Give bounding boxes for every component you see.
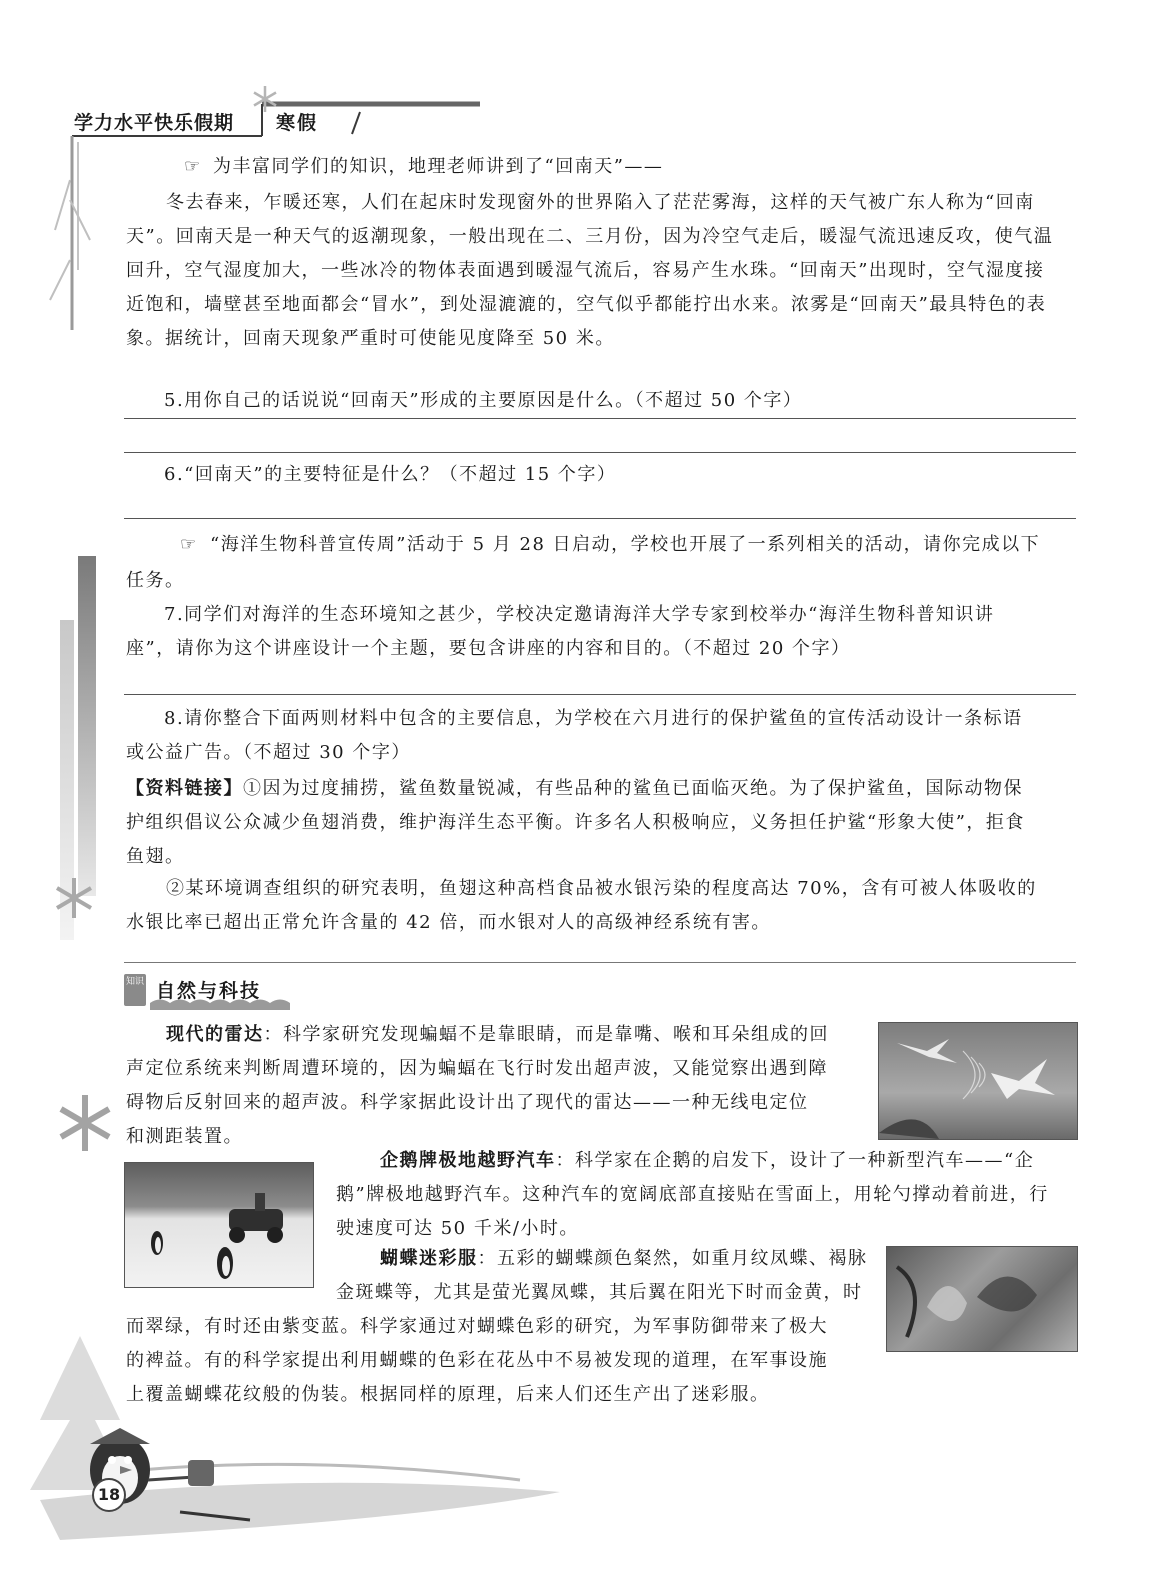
question-6: 6.“回南天”的主要特征是什么？（不超过 15 个字）	[164, 464, 617, 485]
material-2: ②某环境调查组织的研究表明，鱼翅这种高档食品被水银污染的程度高达 70%，含有可被人体吸收的	[166, 878, 1037, 899]
passage-line: 冬去春来，乍暖还寒，人们在起床时发现窗外的世界陷入了茫茫雾海，这样的天气被广东人称为“回南	[166, 192, 1035, 213]
material-2: 水银比率已超出正常允许含量的 42 倍，而水银对人的高级神经系统有害。	[126, 912, 771, 933]
penguin-cartoon	[60, 1420, 260, 1530]
radar-paragraph: 声定位系统来判断周遭环境的，因为蝙蝠在飞行时发出超声波，又能觉察出遇到障	[126, 1058, 828, 1079]
camouflage-paragraph: 而翠绿，有时还由紫变蓝。科学家通过对蝴蝶色彩的研究，为军事防御带来了极大	[126, 1316, 828, 1337]
snowflake-icon	[52, 876, 96, 920]
radar-paragraph: 和测距装置。	[126, 1126, 243, 1147]
camouflage-paragraph: 上覆盖蝴蝶花纹般的伪装。根据同样的原理，后来人们还生产出了迷彩服。	[126, 1384, 770, 1405]
penguin-car-paragraph: 企鹅牌极地越野汽车：科学家在企鹅的启发下，设计了一种新型汽车——“企	[380, 1150, 1035, 1171]
material-1	[126, 772, 1023, 806]
passage-line: 近饱和，墙壁甚至地面都会“冒水”，到处湿漉漉的，空气似乎都能拧出水来。浓雾是“回南天”最具特色的表	[126, 294, 1047, 315]
hand-pointer-icon: ☞	[180, 534, 198, 555]
radar-term: 现代的雷达	[166, 1024, 264, 1045]
passage-line: 象。据统计，回南天现象严重时可使能见度降至 50 米。	[126, 328, 615, 349]
hand-pointer-icon: ☞	[184, 156, 202, 177]
knowledge-icon: 知识	[124, 974, 146, 1006]
penguin-car-paragraph: 驶速度可达 50 千米/小时。	[336, 1218, 579, 1239]
material-label: 【资料链接】	[126, 778, 243, 799]
ocean-intro-line: 任务。	[126, 570, 185, 591]
camouflage-paragraph: 的裨益。有的科学家提出利用蝴蝶的色彩在花丛中不易被发现的道理，在军事设施	[126, 1350, 828, 1371]
cloud-underline	[150, 996, 290, 1010]
question-7: 座”，请你为这个讲座设计一个主题，要包含讲座的内容和目的。（不超过 20 个字）	[126, 638, 851, 659]
ocean-intro-line: “海洋生物科普宣传周”活动于 5 月 28 日启动，学校也开展了一系列相关的活动，请你完成以下	[210, 534, 1041, 555]
book-title: 学力水平快乐假期	[74, 112, 235, 134]
radar-paragraph: 碍物后反射回来的超声波。科学家据此设计出了现代的雷达——一种无线电定位	[126, 1092, 809, 1113]
question-8: 8.请你整合下面两则材料中包含的主要信息，为学校在六月进行的保护鲨鱼的宣传活动设计一条标语	[164, 708, 1023, 729]
answer-line-q6[interactable]	[124, 518, 1076, 519]
camouflage-paragraph: 蝴蝶迷彩服：五彩的蝴蝶颜色粲然，如重月纹凤蝶、褐脉	[380, 1248, 868, 1269]
answer-line-q7[interactable]	[124, 694, 1076, 695]
material-1-text: ①因为过度捕捞，鲨鱼数量锐减，有些品种的鲨鱼已面临灭绝。为了保护鲨鱼，国际动物保	[243, 778, 1023, 799]
geography-intro: 为丰富同学们的知识，地理老师讲到了“回南天”——	[213, 156, 664, 177]
page-number: 18	[92, 1478, 126, 1512]
material-1: 护组织倡议公众减少鱼翅消费，维护海洋生态平衡。许多名人积极响应，义务担任护鲨“形象大使”，拒食	[126, 812, 1025, 833]
snowflake-icon	[54, 1092, 116, 1154]
answer-line-q5[interactable]	[124, 418, 1076, 419]
section-divider	[124, 962, 1076, 963]
butterfly-photo	[886, 1246, 1078, 1352]
penguin-car-term: 企鹅牌极地越野汽车	[380, 1150, 556, 1171]
radar-paragraph: 现代的雷达：科学家研究发现蝙蝠不是靠眼睛，而是靠嘴、喉和耳朵组成的回	[166, 1024, 829, 1045]
passage-line: 天”。回南天是一种天气的返潮现象，一般出现在二、三月份，因为冷空气走后，暖湿气流迅速反攻，使气温	[126, 226, 1054, 247]
question-8: 或公益广告。（不超过 30 个字）	[126, 742, 411, 763]
edition-label: 寒假	[276, 112, 319, 134]
section-title: 自然与科技	[156, 980, 262, 1002]
bat-photo	[878, 1022, 1078, 1140]
penguin-car-photo	[124, 1162, 314, 1288]
penguin-car-paragraph: 鹅”牌极地越野汽车。这种汽车的宽阔底部直接贴在雪面上，用轮勺撑动着前进，行	[336, 1184, 1049, 1205]
answer-line-q5[interactable]	[124, 452, 1076, 453]
camouflage-paragraph: 金斑蝶等，尤其是萤光翼凤蝶，其后翼在阳光下时而金黄，时	[336, 1282, 863, 1303]
material-1: 鱼翅。	[126, 846, 185, 867]
camouflage-term: 蝴蝶迷彩服	[380, 1248, 478, 1269]
passage-line: 回升，空气湿度加大，一些冰冷的物体表面遇到暖湿气流后，容易产生水珠。“回南天”出现时，空气湿度接	[126, 260, 1045, 281]
question-7: 7.同学们对海洋的生态环境知之甚少，学校决定邀请海洋大学专家到校举办“海洋生物科普知识讲	[164, 604, 995, 625]
question-5: 5.用你自己的话说说“回南天”形成的主要原因是什么。（不超过 50 个字）	[164, 390, 803, 411]
